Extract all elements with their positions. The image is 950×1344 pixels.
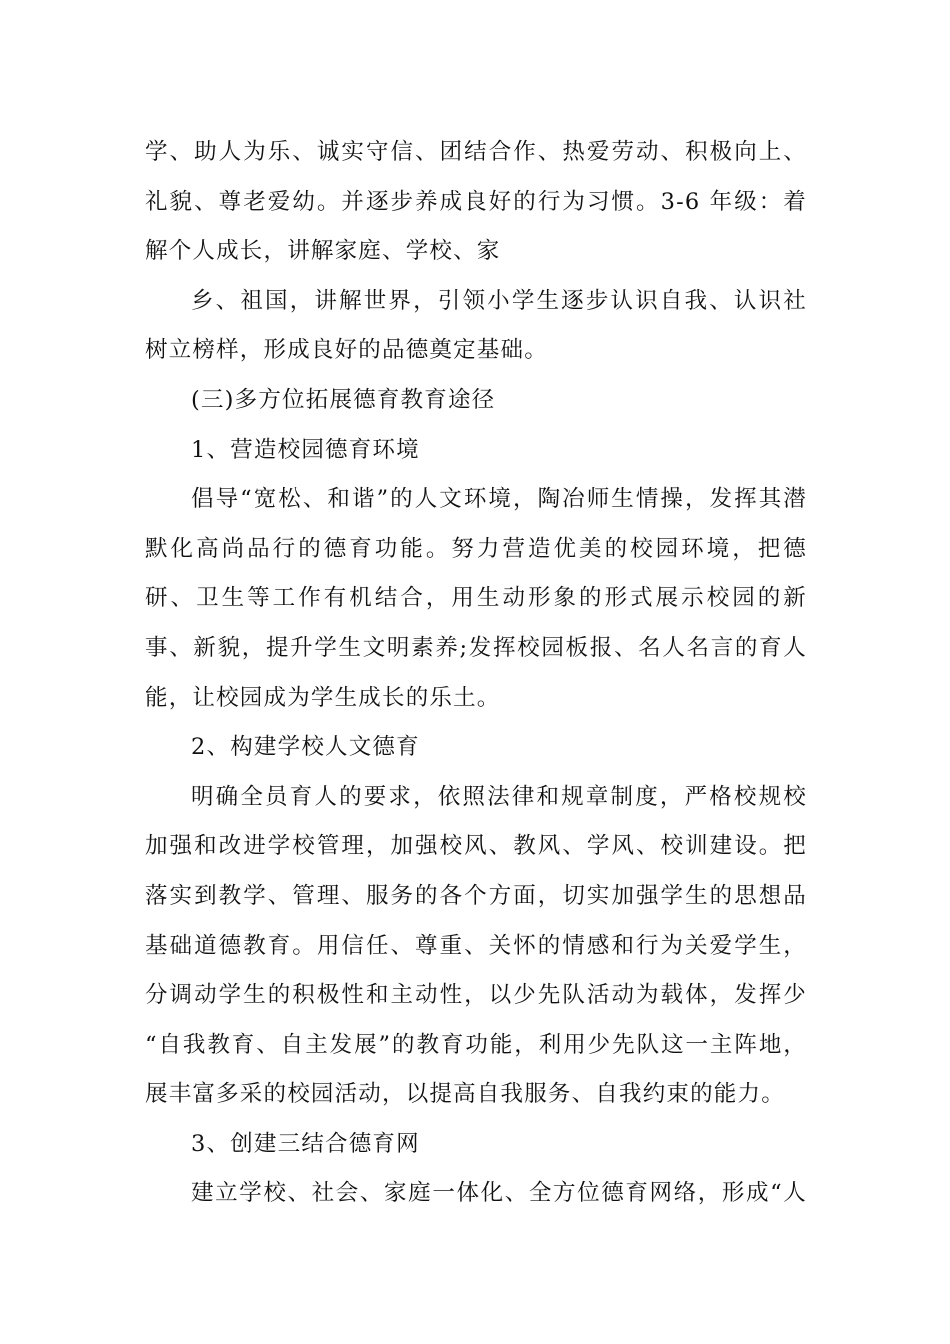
text-line: 解个人成长，讲解家庭、学校、家 (145, 238, 501, 265)
text-line: 明确全员育人的要求，依照法律和规章制度，严格校规校 (191, 783, 807, 810)
text-line: 加强和改进学校管理，加强校风、教风、学风、校训建设。把 (145, 833, 807, 860)
text-line: 研、卫生等工作有机结合，用生动形象的形式展示校园的新 (145, 585, 807, 612)
text-line: 落实到教学、管理、服务的各个方面，切实加强学生的思想品 (145, 882, 807, 909)
document-body (145, 128, 807, 1219)
text-line: 乡、祖国，讲解世界，引领小学生逐步认识自我、认识社 (191, 287, 807, 314)
text-line: 建立学校、社会、家庭一体化、全方位德育网络，形成“人 (191, 1180, 807, 1207)
text-line: 基础道德教育。用信任、尊重、关怀的情感和行为关爱学生， (145, 932, 807, 959)
text-line: 树立榜样，形成良好的品德奠定基础。 (145, 337, 548, 364)
text-line: 事、新貌，提升学生文明素养;发挥校园板报、名人名言的育人 (145, 634, 807, 661)
text-line: 展丰富多采的校园活动，以提高自我服务、自我约束的能力。 (145, 1081, 785, 1108)
text-line: 礼貌、尊老爱幼。并逐步养成良好的行为习惯。3-6 年级：着 (145, 188, 807, 215)
text-line: 1、营造校园德育环境 (191, 436, 420, 463)
text-line: 2、构建学校人文德育 (191, 734, 420, 761)
text-line: “自我教育、自主发展”的教育功能，利用少先队这一主阵地， (145, 1031, 807, 1058)
text-line: 倡导“宽松、和谐”的人文环境，陶冶师生情操，发挥其潜 (191, 486, 807, 513)
text-line: 3、创建三结合德育网 (191, 1130, 420, 1157)
text-line: 学、助人为乐、诚实守信、团结合作、热爱劳动、积极向上、 (145, 139, 807, 165)
text-line: 分调动学生的积极性和主动性，以少先队活动为载体，发挥少 (145, 982, 807, 1009)
text-line: (三)多方位拓展德育教育途径 (191, 386, 496, 413)
text-line: 能，让校园成为学生成长的乐土。 (145, 684, 501, 711)
text-line: 默化高尚品行的德育功能。努力营造优美的校园环境，把德 (145, 535, 807, 562)
